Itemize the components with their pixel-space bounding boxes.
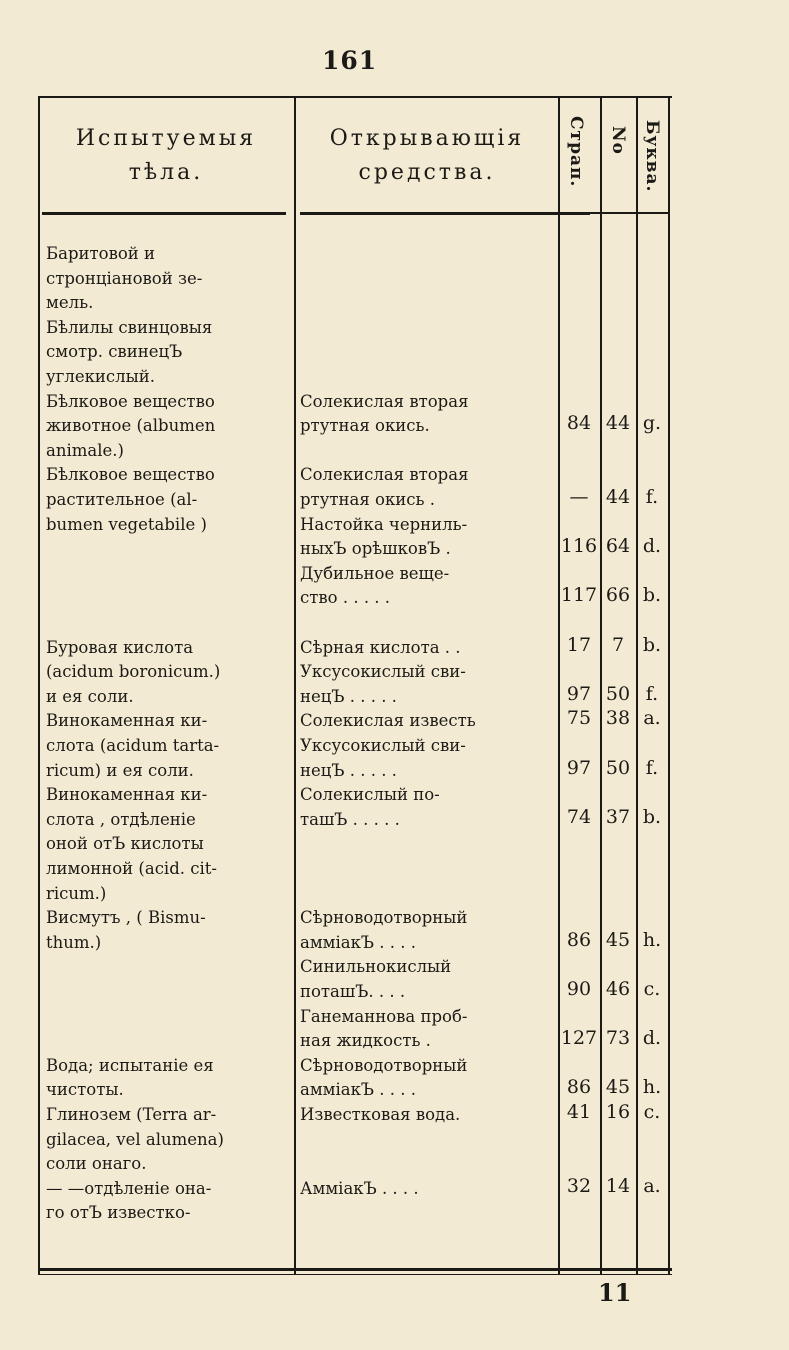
ref-letter: h. — [642, 928, 662, 951]
tested-body-line: слота (acidum tarta- — [46, 736, 220, 755]
tested-body-line: bumen vegetabile ) — [46, 514, 207, 534]
reagent-line: амміакЪ . . . . — [300, 932, 416, 952]
tested-body-line: Винокаменная ки- — [46, 711, 208, 731]
tested-body-line: животное (albumen — [46, 416, 216, 436]
tested-body-line: Висмутъ , ( Bismu- — [46, 908, 206, 928]
tested-body-line: и ея соли. — [46, 686, 134, 706]
tested-body-line: animale.) — [46, 440, 124, 460]
reagent-table — [38, 96, 672, 1274]
tested-body-line: оной отЪ кислоты — [46, 834, 204, 854]
ref-number: 73 — [605, 1027, 631, 1050]
tested-body-line: Бѣлилы свинцовыя — [46, 317, 213, 337]
reagent-line: Уксусокислый сви- — [300, 662, 466, 682]
reagent-line: поташЪ. . . . — [300, 982, 406, 1001]
reagent-line: Сѣрная кислота . . — [300, 637, 461, 657]
bottom-rule-thin — [38, 1274, 672, 1275]
tested-body-line: Вода; испытаніе ея — [46, 1055, 214, 1075]
reagent-line: Ганеманнова проб- — [300, 1006, 468, 1026]
ref-number: 45 — [605, 1076, 631, 1099]
reagent-line: Синильнокислый — [300, 957, 452, 977]
reagent-line: Сѣрноводотворный — [300, 908, 468, 928]
tested-body-line: (acidum boronicum.) — [46, 662, 221, 682]
reagent-line: нецЪ . . . . . — [300, 760, 397, 780]
tested-body-line: растительное (al- — [46, 490, 198, 509]
reagent-line: Настойка черниль- — [300, 514, 468, 534]
reagent-line: ташЪ . . . . . — [300, 809, 400, 829]
ref-number: 46 — [605, 978, 631, 1000]
header-tested-bodies: Испытуемыя тѣла. — [75, 126, 257, 185]
page-number: 161 — [322, 46, 378, 75]
header-rule-col2 — [300, 212, 590, 215]
tested-body-line: соли онаго. — [46, 1154, 147, 1174]
ref-page: 127 — [560, 1027, 598, 1050]
reagent-line: Солекислая вторая — [300, 391, 469, 411]
reagent-line: Солекислая известь — [300, 711, 476, 731]
tested-body-line: го отЪ известко- — [46, 1203, 191, 1223]
tested-body-line: чистоты. — [46, 1080, 124, 1100]
ref-number: 66 — [605, 584, 631, 607]
header-rule-col1 — [42, 212, 286, 215]
tested-body-line: смотр. свинецЪ — [46, 342, 183, 362]
tested-body-line: Буровая кислота — [46, 637, 194, 657]
ref-number: 37 — [605, 805, 631, 828]
ref-page: 32 — [566, 1174, 592, 1197]
reagent-line: Дубильное веще- — [300, 563, 450, 583]
tested-body-line: gilacea, vel alumena) — [46, 1129, 224, 1149]
reagent-line: Известковая вода. — [300, 1105, 461, 1124]
tested-body-line: — —отдѣленіе она- — [46, 1178, 212, 1198]
reagent-line: Солекислая вторая — [300, 465, 469, 485]
tested-body-line: лимонной (acid. cit- — [46, 859, 217, 878]
header-rule-refs — [590, 212, 670, 214]
ref-letter: a. — [643, 707, 661, 730]
tested-body-line: ricum) и ея соли. — [46, 760, 194, 780]
reagent-line: ство . . . . . — [300, 588, 391, 608]
ref-letter: b. — [642, 805, 662, 828]
col-divider-2 — [294, 96, 296, 1274]
tested-body-line: стронціановой зе- — [46, 268, 203, 288]
ref-letter: b. — [642, 633, 662, 656]
reagent-line: ная жидкость . — [300, 1031, 431, 1051]
top-rule — [38, 96, 672, 98]
ref-letter: b. — [642, 584, 662, 607]
ref-page: 97 — [566, 682, 592, 705]
reagent-line: нецЪ . . . . . — [300, 686, 397, 706]
tested-body-line: Глинозем (Terra ar- — [46, 1105, 217, 1124]
ref-page: 74 — [566, 805, 592, 828]
ref-number: 45 — [605, 928, 631, 951]
ref-page: 84 — [566, 412, 592, 435]
reagent-line: ртутная окись. — [300, 416, 430, 436]
sheet-signature-mark: 11 — [598, 1278, 632, 1307]
header-reagents: Открывающія средства. — [329, 126, 525, 185]
ref-page: 86 — [566, 928, 592, 951]
reagent-line: амміакЪ . . . . — [300, 1080, 416, 1100]
header-number: No — [608, 126, 628, 155]
ref-letter: g. — [642, 412, 662, 435]
ref-page: — — [569, 486, 589, 508]
reagent-line: Уксусокислый сви- — [300, 736, 466, 755]
ref-number: 50 — [605, 756, 631, 779]
ref-page: 17 — [566, 633, 592, 656]
ref-page: 97 — [566, 756, 592, 779]
reagent-line: Сѣрноводотворный — [300, 1055, 468, 1075]
ref-letter: c. — [643, 1101, 661, 1123]
reagent-line: ныхЪ орѣшковЪ . — [300, 539, 451, 559]
col-divider-1 — [38, 96, 40, 1274]
tested-body-line: углекислый. — [46, 367, 156, 386]
ref-letter: d. — [642, 535, 662, 558]
ref-page: 117 — [560, 584, 598, 607]
ref-page: 86 — [566, 1076, 592, 1099]
reagent-line: АмміакЪ . . . . — [300, 1178, 419, 1198]
ref-letter: h. — [642, 1076, 662, 1099]
header-letter: Буква. — [642, 120, 662, 193]
ref-number: 64 — [605, 535, 631, 558]
tested-body-line: слота , отдѣленіе — [46, 809, 196, 829]
ref-letter: f. — [645, 756, 659, 779]
ref-number: 44 — [605, 486, 631, 508]
col-divider-6 — [668, 96, 670, 1274]
ref-number: 16 — [605, 1101, 631, 1123]
bottom-rule — [38, 1268, 672, 1271]
ref-page: 116 — [560, 535, 598, 558]
reagent-line: Солекислый по- — [300, 785, 440, 805]
ref-letter: f. — [645, 682, 659, 705]
reagent-line: ртутная окись . — [300, 490, 435, 509]
ref-number: 44 — [605, 412, 631, 435]
ref-page: 90 — [566, 978, 592, 1000]
ref-page: 41 — [566, 1101, 592, 1123]
ref-number: 50 — [605, 682, 631, 705]
tested-body-line: Винокаменная ки- — [46, 785, 208, 805]
tested-body-line: thum.) — [46, 932, 102, 952]
ref-number: 7 — [611, 633, 625, 656]
tested-body-line: Бѣлковое вещество — [46, 465, 215, 485]
header-page: Страп. — [566, 116, 586, 188]
tested-body-line: мель. — [46, 293, 94, 313]
tested-body-line: ricum.) — [46, 883, 107, 903]
ref-number: 38 — [605, 707, 631, 730]
tested-body-line: Баритовой и — [46, 244, 156, 263]
ref-letter: f. — [645, 486, 659, 508]
ref-letter: c. — [643, 978, 661, 1000]
ref-page: 75 — [566, 707, 592, 730]
ref-letter: d. — [642, 1027, 662, 1050]
tested-body-line: Бѣлковое вещество — [46, 391, 215, 411]
ref-letter: a. — [643, 1174, 661, 1197]
ref-number: 14 — [605, 1174, 631, 1197]
